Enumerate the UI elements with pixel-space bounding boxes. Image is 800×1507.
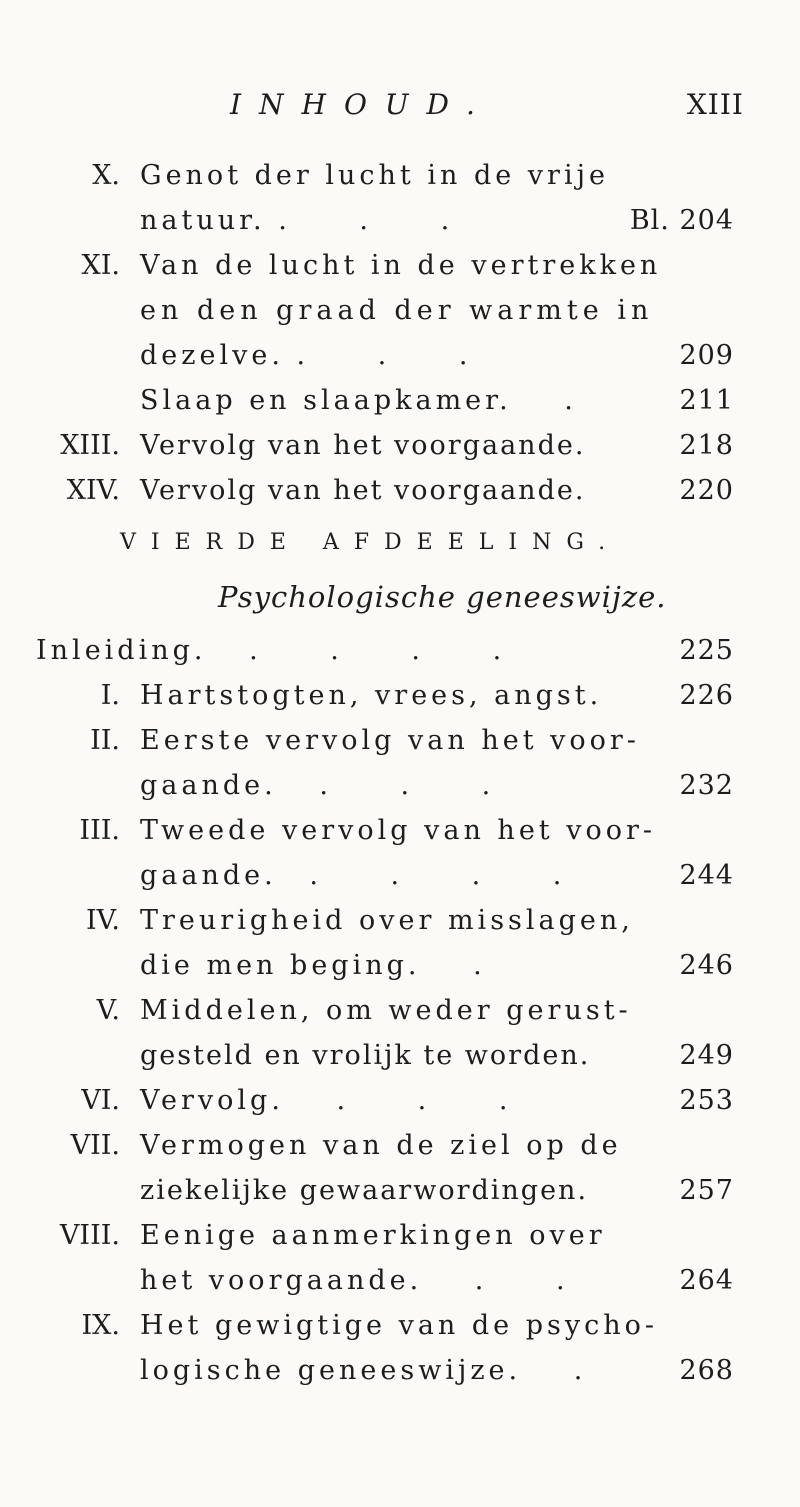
page-header xyxy=(0,88,800,128)
toc-entry xyxy=(0,1130,800,1170)
toc-entry-continuation xyxy=(0,1355,800,1395)
toc-entry xyxy=(0,160,800,200)
toc-entry xyxy=(0,905,800,945)
entry-title: het voorgaande. . . xyxy=(140,1265,597,1296)
entry-title: gaande. . . . xyxy=(140,770,523,801)
toc-entry xyxy=(0,995,800,1035)
entry-number: IX. xyxy=(81,1310,120,1341)
entry-number: V. xyxy=(96,995,120,1026)
entry-title: Genot der lucht in de vrije xyxy=(140,160,609,191)
toc-entry-continuation xyxy=(0,770,800,810)
entry-title: gesteld en vrolijk te worden. xyxy=(140,1040,591,1071)
toc-entry-continuation xyxy=(0,1040,800,1080)
entry-number: VII. xyxy=(70,1130,120,1161)
entry-number: XIV. xyxy=(66,475,120,506)
entry-title: Tweede vervolg van het voor- xyxy=(140,815,657,846)
entry-page: 244 xyxy=(679,860,734,891)
entry-page: Bl. 204 xyxy=(629,205,734,236)
entry-title: die men beging. . xyxy=(140,950,514,981)
toc-entry xyxy=(0,815,800,855)
section-subtitle: Psychologische geneeswijze. xyxy=(218,580,667,614)
toc-entry-continuation xyxy=(0,205,800,245)
page-number: XIII xyxy=(686,88,744,121)
toc-entry-continuation xyxy=(0,950,800,990)
entry-number: IV. xyxy=(85,905,120,936)
running-title: INHOUD. xyxy=(230,88,493,121)
entry-page: 246 xyxy=(679,950,734,981)
entry-title: Middelen, om weder gerust- xyxy=(140,995,632,1026)
entry-title: Vervolg van het voorgaande. xyxy=(140,475,586,506)
entry-page: 257 xyxy=(679,1175,734,1206)
entry-title: Eerste vervolg van het voor- xyxy=(140,725,640,756)
entry-title: en den graad der warmte in xyxy=(140,295,654,326)
entry-page: 218 xyxy=(679,430,734,461)
entry-page: 268 xyxy=(679,1355,734,1386)
entry-title: Treurigheid over misslagen, xyxy=(140,905,634,936)
entry-title: Van de lucht in de vertrekken xyxy=(140,250,662,281)
entry-title: Hartstogten, vrees, angst. xyxy=(140,680,603,711)
toc-entry xyxy=(0,1085,800,1125)
entry-number: VI. xyxy=(81,1085,120,1116)
toc-entry xyxy=(0,1310,800,1350)
entry-page: 211 xyxy=(679,385,734,416)
entry-title: Slaap en slaapkamer. . xyxy=(140,385,605,416)
toc-entry xyxy=(0,680,800,720)
entry-title: Vermogen van de ziel op de xyxy=(140,1130,622,1161)
entry-page: 226 xyxy=(679,680,734,711)
entry-page: 264 xyxy=(679,1265,734,1296)
toc-entry-continuation xyxy=(0,860,800,900)
toc-entry-continuation xyxy=(0,1265,800,1305)
toc-entry-continuation xyxy=(0,295,800,335)
entry-title: logische geneeswijze. . xyxy=(140,1355,615,1386)
entry-title: natuur. . . . xyxy=(140,205,482,236)
entry-number: II. xyxy=(90,725,120,756)
entry-page: 232 xyxy=(679,770,734,801)
toc-entry xyxy=(0,475,800,515)
entry-page: 209 xyxy=(679,340,734,371)
entry-number: XIII. xyxy=(60,430,120,461)
entry-number: III. xyxy=(79,815,120,846)
toc-entry xyxy=(0,385,800,425)
entry-title: Vervolg. . . . xyxy=(140,1085,540,1116)
toc-entry xyxy=(0,250,800,290)
toc-entry-continuation xyxy=(0,340,800,380)
entry-title: Eenige aanmerkingen over xyxy=(140,1220,606,1251)
entry-page: 220 xyxy=(679,475,734,506)
entry-title: gaande. . . . . xyxy=(140,860,594,891)
entry-title: Vervolg van het voorgaande. xyxy=(140,430,586,461)
entry-number: VIII. xyxy=(59,1220,120,1251)
entry-page: 253 xyxy=(679,1085,734,1116)
entry-title: dezelve. . . . xyxy=(140,340,500,371)
toc-entry xyxy=(0,725,800,765)
entry-page: 225 xyxy=(679,635,734,666)
toc-entry xyxy=(0,430,800,470)
entry-number: X. xyxy=(92,160,120,191)
entry-title: Inleiding. . . . . xyxy=(36,635,534,666)
entry-number: XI. xyxy=(81,250,120,281)
toc-entry-continuation xyxy=(0,1175,800,1215)
entry-page: 249 xyxy=(679,1040,734,1071)
entry-number: I. xyxy=(100,680,120,711)
entry-title: ziekelijke gewaarwordingen. xyxy=(140,1175,589,1206)
entry-title: Het gewigtige van de psycho- xyxy=(140,1310,659,1341)
toc-entry xyxy=(0,635,800,675)
toc-entry xyxy=(0,1220,800,1260)
section-heading: VIERDE AFDEELING. xyxy=(120,530,621,555)
